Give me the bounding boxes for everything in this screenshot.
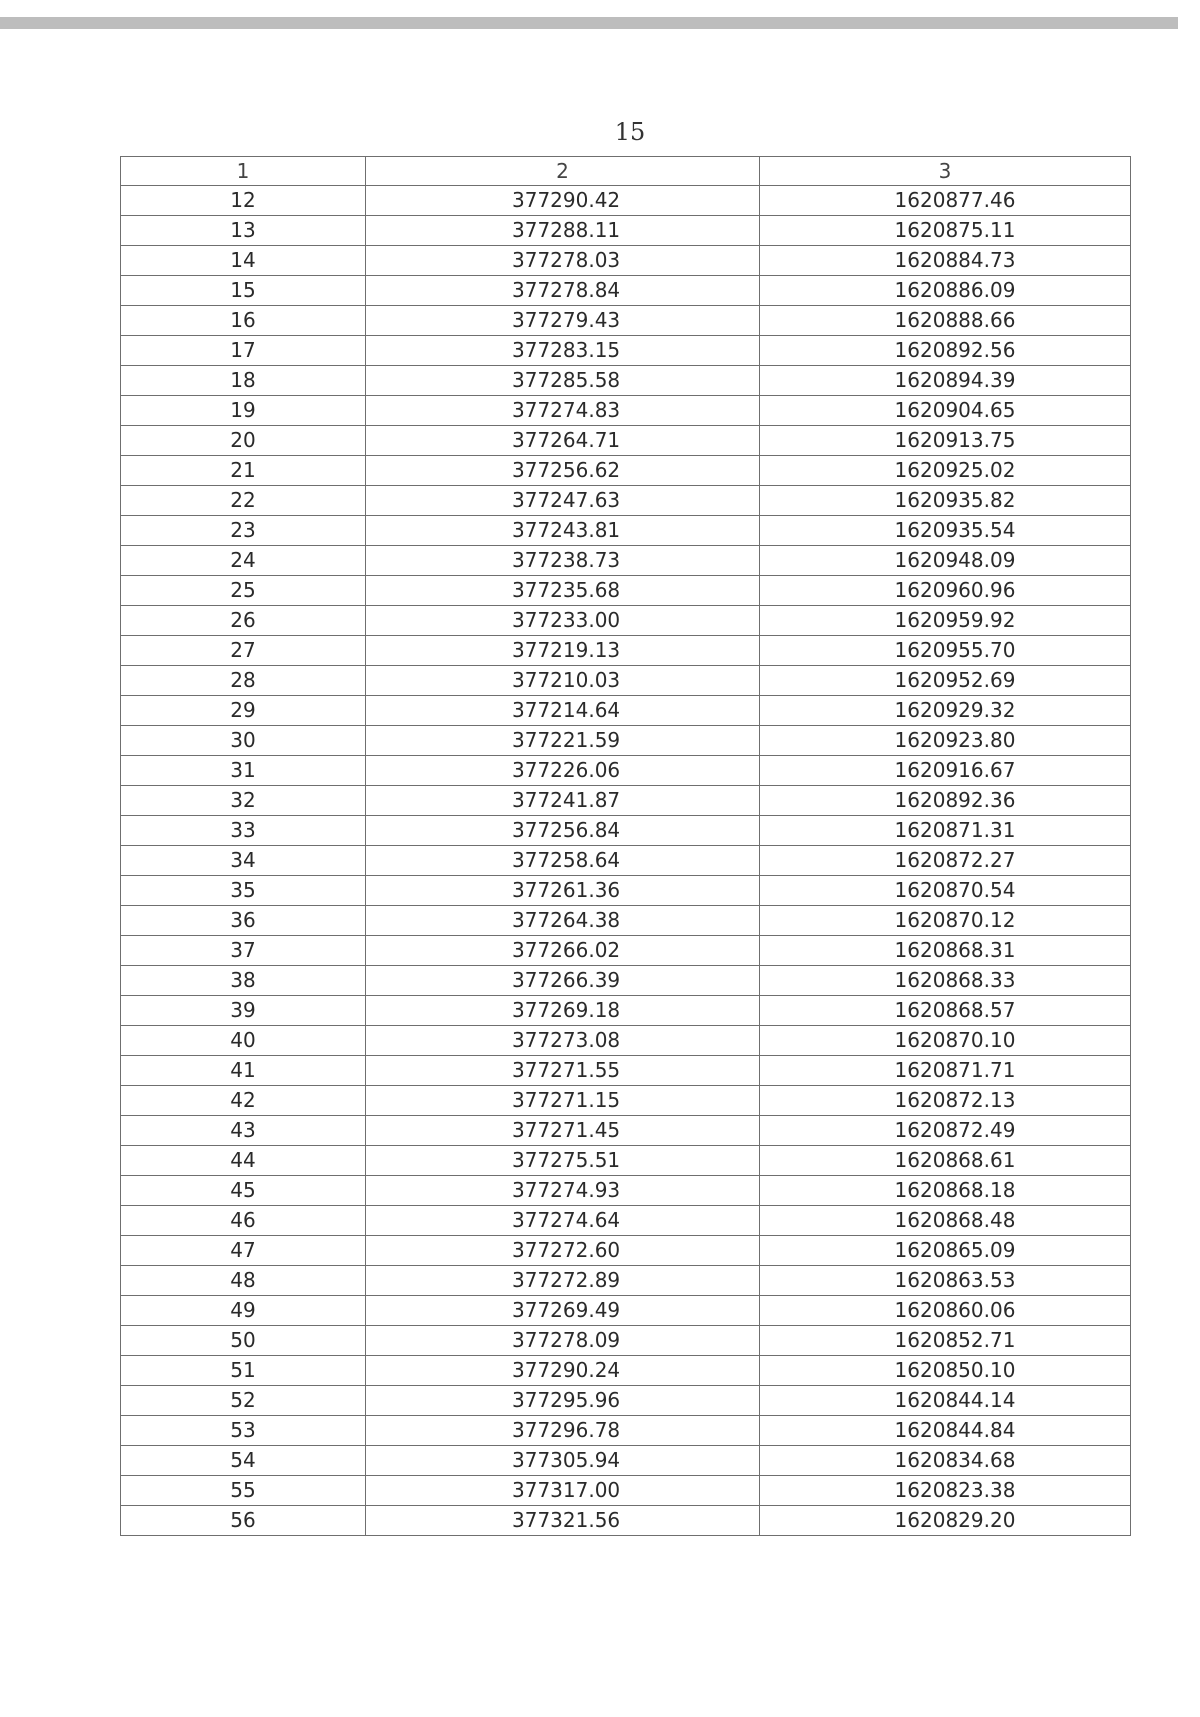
table-row <box>121 276 1131 306</box>
x-coordinate-cell: 377285.58 <box>366 366 760 396</box>
y-coordinate-cell: 1620844.14 <box>760 1386 1131 1416</box>
table-row <box>121 936 1131 966</box>
x-coordinate-cell: 377274.93 <box>366 1176 760 1206</box>
y-coordinate-cell: 1620904.65 <box>760 396 1131 426</box>
point-number-cell: 52 <box>121 1386 366 1416</box>
y-coordinate-cell: 1620959.92 <box>760 606 1131 636</box>
y-coordinate-cell: 1620894.39 <box>760 366 1131 396</box>
point-number-cell: 46 <box>121 1206 366 1236</box>
table-header <box>121 157 1131 186</box>
y-coordinate-cell: 1620913.75 <box>760 426 1131 456</box>
point-number-cell: 17 <box>121 336 366 366</box>
y-coordinate-cell: 1620834.68 <box>760 1446 1131 1476</box>
table-row <box>121 696 1131 726</box>
table-row <box>121 1326 1131 1356</box>
point-number-cell: 48 <box>121 1266 366 1296</box>
point-number-cell: 20 <box>121 426 366 456</box>
table-row <box>121 306 1131 336</box>
point-number-cell: 56 <box>121 1506 366 1536</box>
point-number-cell: 16 <box>121 306 366 336</box>
table-row <box>121 186 1131 216</box>
y-coordinate-cell: 1620892.56 <box>760 336 1131 366</box>
y-coordinate-cell: 1620875.11 <box>760 216 1131 246</box>
y-coordinate-cell: 1620884.73 <box>760 246 1131 276</box>
y-coordinate-cell: 1620850.10 <box>760 1356 1131 1386</box>
point-number-cell: 21 <box>121 456 366 486</box>
y-coordinate-cell: 1620868.33 <box>760 966 1131 996</box>
x-coordinate-cell: 377221.59 <box>366 726 760 756</box>
y-coordinate-cell: 1620870.12 <box>760 906 1131 936</box>
column-header-3: 3 <box>760 157 1131 186</box>
table-row <box>121 1086 1131 1116</box>
x-coordinate-cell: 377247.63 <box>366 486 760 516</box>
point-number-cell: 13 <box>121 216 366 246</box>
y-coordinate-cell: 1620868.61 <box>760 1146 1131 1176</box>
y-coordinate-cell: 1620872.49 <box>760 1116 1131 1146</box>
x-coordinate-cell: 377269.49 <box>366 1296 760 1326</box>
top-scan-rule <box>0 17 1178 29</box>
point-number-cell: 18 <box>121 366 366 396</box>
point-number-cell: 53 <box>121 1416 366 1446</box>
point-number-cell: 35 <box>121 876 366 906</box>
x-coordinate-cell: 377321.56 <box>366 1506 760 1536</box>
table-row <box>121 246 1131 276</box>
table-row <box>121 1356 1131 1386</box>
y-coordinate-cell: 1620871.31 <box>760 816 1131 846</box>
y-coordinate-cell: 1620872.13 <box>760 1086 1131 1116</box>
x-coordinate-cell: 377271.55 <box>366 1056 760 1086</box>
table-row <box>121 336 1131 366</box>
point-number-cell: 34 <box>121 846 366 876</box>
y-coordinate-cell: 1620923.80 <box>760 726 1131 756</box>
x-coordinate-cell: 377278.84 <box>366 276 760 306</box>
table-row <box>121 1416 1131 1446</box>
x-coordinate-cell: 377269.18 <box>366 996 760 1026</box>
x-coordinate-cell: 377272.60 <box>366 1236 760 1266</box>
y-coordinate-cell: 1620935.54 <box>760 516 1131 546</box>
table-row <box>121 996 1131 1026</box>
y-coordinate-cell: 1620870.10 <box>760 1026 1131 1056</box>
point-number-cell: 49 <box>121 1296 366 1326</box>
x-coordinate-cell: 377243.81 <box>366 516 760 546</box>
x-coordinate-cell: 377226.06 <box>366 756 760 786</box>
y-coordinate-cell: 1620871.71 <box>760 1056 1131 1086</box>
y-coordinate-cell: 1620955.70 <box>760 636 1131 666</box>
x-coordinate-cell: 377264.38 <box>366 906 760 936</box>
table-row <box>121 456 1131 486</box>
y-coordinate-cell: 1620863.53 <box>760 1266 1131 1296</box>
table-row <box>121 1056 1131 1086</box>
y-coordinate-cell: 1620823.38 <box>760 1476 1131 1506</box>
y-coordinate-cell: 1620844.84 <box>760 1416 1131 1446</box>
table-row <box>121 816 1131 846</box>
table-row <box>121 1506 1131 1536</box>
x-coordinate-cell: 377256.84 <box>366 816 760 846</box>
y-coordinate-cell: 1620868.31 <box>760 936 1131 966</box>
table-row <box>121 906 1131 936</box>
x-coordinate-cell: 377210.03 <box>366 666 760 696</box>
point-number-cell: 32 <box>121 786 366 816</box>
y-coordinate-cell: 1620852.71 <box>760 1326 1131 1356</box>
x-coordinate-cell: 377288.11 <box>366 216 760 246</box>
table-row <box>121 1266 1131 1296</box>
point-number-cell: 42 <box>121 1086 366 1116</box>
point-number-cell: 25 <box>121 576 366 606</box>
table-row <box>121 1026 1131 1056</box>
x-coordinate-cell: 377241.87 <box>366 786 760 816</box>
x-coordinate-cell: 377290.24 <box>366 1356 760 1386</box>
x-coordinate-cell: 377272.89 <box>366 1266 760 1296</box>
table-row <box>121 846 1131 876</box>
x-coordinate-cell: 377274.83 <box>366 396 760 426</box>
y-coordinate-cell: 1620868.57 <box>760 996 1131 1026</box>
table-row <box>121 486 1131 516</box>
x-coordinate-cell: 377317.00 <box>366 1476 760 1506</box>
table-row <box>121 606 1131 636</box>
point-number-cell: 14 <box>121 246 366 276</box>
table-row <box>121 1116 1131 1146</box>
point-number-cell: 33 <box>121 816 366 846</box>
point-number-cell: 54 <box>121 1446 366 1476</box>
point-number-cell: 26 <box>121 606 366 636</box>
point-number-cell: 27 <box>121 636 366 666</box>
x-coordinate-cell: 377264.71 <box>366 426 760 456</box>
point-number-cell: 24 <box>121 546 366 576</box>
table-row <box>121 636 1131 666</box>
y-coordinate-cell: 1620925.02 <box>760 456 1131 486</box>
y-coordinate-cell: 1620865.09 <box>760 1236 1131 1266</box>
point-number-cell: 15 <box>121 276 366 306</box>
point-number-cell: 44 <box>121 1146 366 1176</box>
y-coordinate-cell: 1620870.54 <box>760 876 1131 906</box>
x-coordinate-cell: 377266.02 <box>366 936 760 966</box>
y-coordinate-cell: 1620860.06 <box>760 1296 1131 1326</box>
column-header-2: 2 <box>366 157 760 186</box>
table-row <box>121 366 1131 396</box>
x-coordinate-cell: 377271.15 <box>366 1086 760 1116</box>
x-coordinate-cell: 377290.42 <box>366 186 760 216</box>
y-coordinate-cell: 1620886.09 <box>760 276 1131 306</box>
point-number-cell: 31 <box>121 756 366 786</box>
point-number-cell: 47 <box>121 1236 366 1266</box>
point-number-cell: 41 <box>121 1056 366 1086</box>
point-number-cell: 30 <box>121 726 366 756</box>
point-number-cell: 38 <box>121 966 366 996</box>
y-coordinate-cell: 1620868.18 <box>760 1176 1131 1206</box>
table-row <box>121 1446 1131 1476</box>
table-row <box>121 876 1131 906</box>
point-number-cell: 28 <box>121 666 366 696</box>
y-coordinate-cell: 1620935.82 <box>760 486 1131 516</box>
y-coordinate-cell: 1620952.69 <box>760 666 1131 696</box>
table-row <box>121 666 1131 696</box>
table-row <box>121 786 1131 816</box>
point-number-cell: 43 <box>121 1116 366 1146</box>
point-number-cell: 23 <box>121 516 366 546</box>
point-number-cell: 51 <box>121 1356 366 1386</box>
x-coordinate-cell: 377256.62 <box>366 456 760 486</box>
x-coordinate-cell: 377219.13 <box>366 636 760 666</box>
point-number-cell: 37 <box>121 936 366 966</box>
x-coordinate-cell: 377305.94 <box>366 1446 760 1476</box>
table-body <box>121 186 1131 1536</box>
x-coordinate-cell: 377279.43 <box>366 306 760 336</box>
y-coordinate-cell: 1620960.96 <box>760 576 1131 606</box>
table-row <box>121 1476 1131 1506</box>
column-header-1: 1 <box>121 157 366 186</box>
table-row <box>121 1236 1131 1266</box>
y-coordinate-cell: 1620888.66 <box>760 306 1131 336</box>
y-coordinate-cell: 1620916.67 <box>760 756 1131 786</box>
table-row <box>121 966 1131 996</box>
point-number-cell: 55 <box>121 1476 366 1506</box>
x-coordinate-cell: 377258.64 <box>366 846 760 876</box>
point-number-cell: 19 <box>121 396 366 426</box>
table-row <box>121 756 1131 786</box>
y-coordinate-cell: 1620872.27 <box>760 846 1131 876</box>
point-number-cell: 40 <box>121 1026 366 1056</box>
table-row <box>121 1296 1131 1326</box>
point-number-cell: 12 <box>121 186 366 216</box>
table-row <box>121 1146 1131 1176</box>
x-coordinate-cell: 377214.64 <box>366 696 760 726</box>
x-coordinate-cell: 377278.03 <box>366 246 760 276</box>
point-number-cell: 50 <box>121 1326 366 1356</box>
x-coordinate-cell: 377271.45 <box>366 1116 760 1146</box>
x-coordinate-cell: 377266.39 <box>366 966 760 996</box>
y-coordinate-cell: 1620868.48 <box>760 1206 1131 1236</box>
table-row <box>121 1386 1131 1416</box>
y-coordinate-cell: 1620929.32 <box>760 696 1131 726</box>
point-number-cell: 39 <box>121 996 366 1026</box>
table-row <box>121 396 1131 426</box>
point-number-cell: 29 <box>121 696 366 726</box>
x-coordinate-cell: 377296.78 <box>366 1416 760 1446</box>
x-coordinate-cell: 377275.51 <box>366 1146 760 1176</box>
x-coordinate-cell: 377233.00 <box>366 606 760 636</box>
table-row <box>121 216 1131 246</box>
x-coordinate-cell: 377278.09 <box>366 1326 760 1356</box>
y-coordinate-cell: 1620829.20 <box>760 1506 1131 1536</box>
point-number-cell: 45 <box>121 1176 366 1206</box>
table-row <box>121 1176 1131 1206</box>
y-coordinate-cell: 1620877.46 <box>760 186 1131 216</box>
table-row <box>121 516 1131 546</box>
x-coordinate-cell: 377274.64 <box>366 1206 760 1236</box>
point-number-cell: 22 <box>121 486 366 516</box>
header-row <box>121 157 1131 186</box>
x-coordinate-cell: 377235.68 <box>366 576 760 606</box>
x-coordinate-cell: 377238.73 <box>366 546 760 576</box>
y-coordinate-cell: 1620948.09 <box>760 546 1131 576</box>
table-row <box>121 546 1131 576</box>
x-coordinate-cell: 377283.15 <box>366 336 760 366</box>
table-row <box>121 1206 1131 1236</box>
x-coordinate-cell: 377273.08 <box>366 1026 760 1056</box>
table-row <box>121 426 1131 456</box>
x-coordinate-cell: 377261.36 <box>366 876 760 906</box>
coordinates-table <box>120 156 1131 1536</box>
point-number-cell: 36 <box>121 906 366 936</box>
y-coordinate-cell: 1620892.36 <box>760 786 1131 816</box>
x-coordinate-cell: 377295.96 <box>366 1386 760 1416</box>
table-row <box>121 576 1131 606</box>
table-row <box>121 726 1131 756</box>
page-number: 15 <box>614 118 646 146</box>
